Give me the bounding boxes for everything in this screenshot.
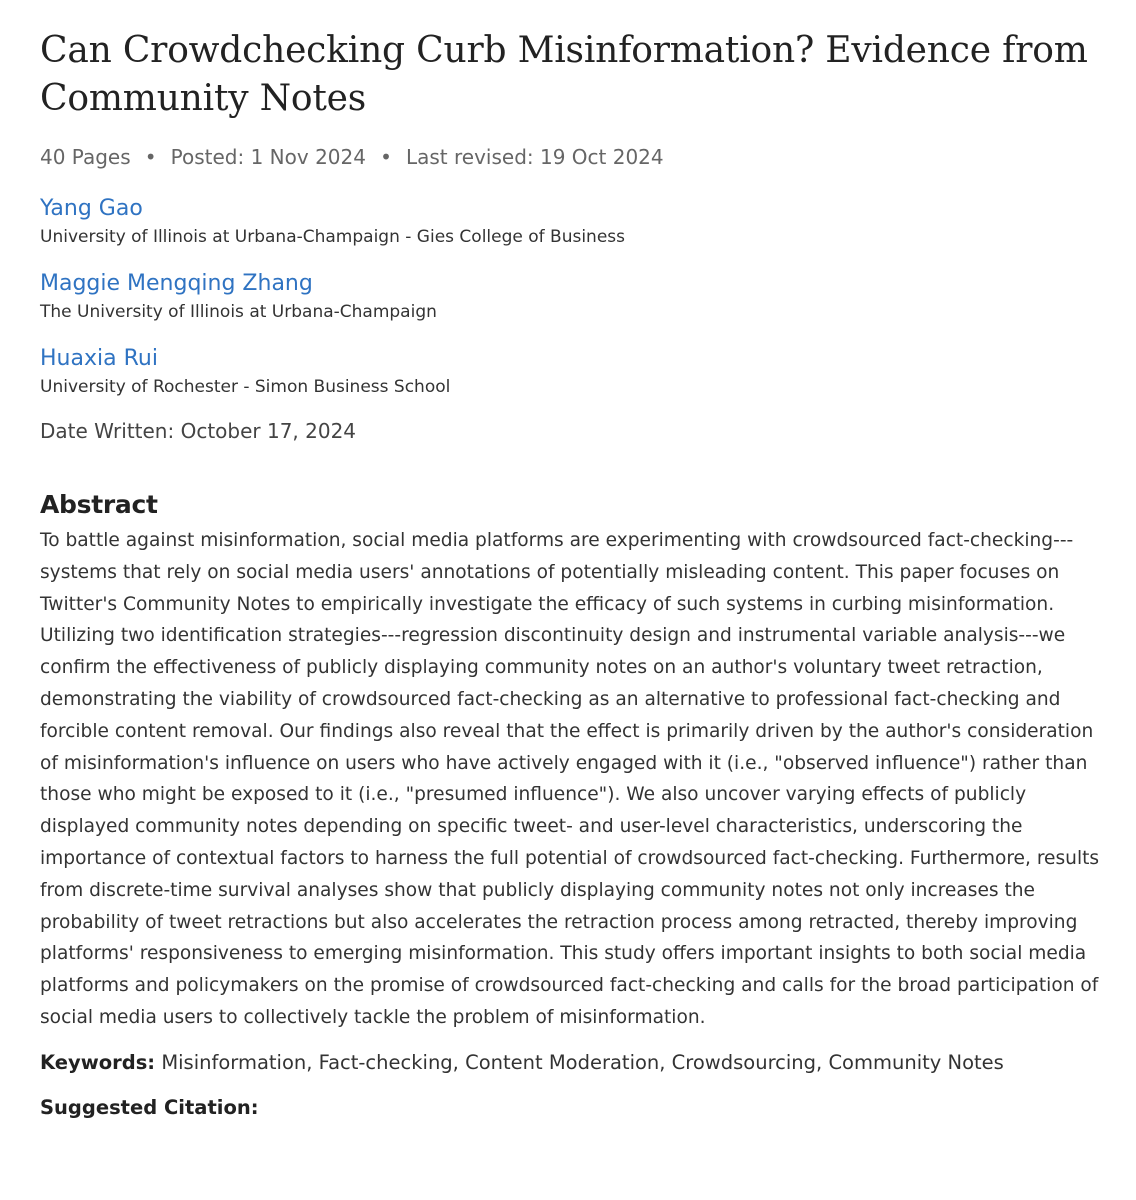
keywords-label: Keywords: <box>40 1050 156 1074</box>
paper-page <box>40 0 1100 1122</box>
author-affiliation: University of Illinois at Urbana-Champaign - Gies College of Business <box>40 227 626 247</box>
abstract-body <box>40 525 1100 1034</box>
author-affiliation: University of Rochester - Simon Business School <box>40 377 451 397</box>
paper-meta <box>40 143 1100 171</box>
suggested-citation-heading: Suggested Citation: <box>40 1095 259 1119</box>
revised-date: Last revised: 19 Oct 2024 <box>405 145 664 169</box>
date-written: Date Written: October 17, 2024 <box>40 419 357 443</box>
author-list <box>40 194 1100 400</box>
abstract-heading: Abstract <box>40 490 158 519</box>
keywords <box>40 1048 1100 1078</box>
author-name-link[interactable]: Yang Gao <box>40 196 143 221</box>
author-affiliation: The University of Illinois at Urbana-Champaign <box>40 302 437 322</box>
meta-separator: • <box>380 145 392 169</box>
author-name-link[interactable]: Maggie Mengqing Zhang <box>40 271 313 296</box>
posted-date: Posted: 1 Nov 2024 <box>170 145 366 169</box>
author-name-link[interactable]: Huaxia Rui <box>40 346 158 371</box>
paper-title: Can Crowdchecking Curb Misinformation? Evidence from Community Notes <box>40 30 1088 119</box>
meta-separator: • <box>144 145 157 169</box>
keywords-list: Misinformation, Fact-checking, Content Moderation, Crowdsourcing, Community Notes <box>161 1050 1004 1074</box>
author-entry <box>40 344 1100 400</box>
page-count: 40 Pages <box>40 145 131 169</box>
author-entry <box>40 269 1100 325</box>
author-entry <box>40 194 1100 250</box>
abstract-text: To battle against misinformation, social media platforms are experimenting with crowdsourced fact-checking---systems that rely on social media users' annotations of potentially misleading content. This paper focuses on Twitter's Community Notes to empirically investigate the efficacy of such systems in curbing misinformation. Utilizing two identification strategies---regression discontinuity design and instrumental variable analysis---we confirm the effectiveness of publicly displaying community notes on an author's voluntary tweet retraction, demonstrating the viability of crowdsourced fact-checking as an alternative to professional fact-checking and forcible content removal. Our findings also reveal that the effect is primarily driven by the author's consideration of misinformation's influence on users who have actively engaged with it (i.e., "observed influence") rather than those who might be exposed to it (i.e., "presumed influence"). We also uncover varying effects of publicly displayed community notes depending on specific tweet- and user-level characteristics, underscoring the importance of contextual factors to harness the full potential of crowdsourced fact-checking. Furthermore, results from discrete-time survival analyses show that publicly displaying community notes not only increases the probability of tweet retractions but also accelerates the retraction process among retracted, thereby improving platforms' responsiveness to emerging misinformation. This study offers important insights to both social media platforms and policymakers on the promise of crowdsourced fact-checking and calls for the broad participation of social media users to collectively tackle the problem of misinformation. <box>40 530 1100 1028</box>
